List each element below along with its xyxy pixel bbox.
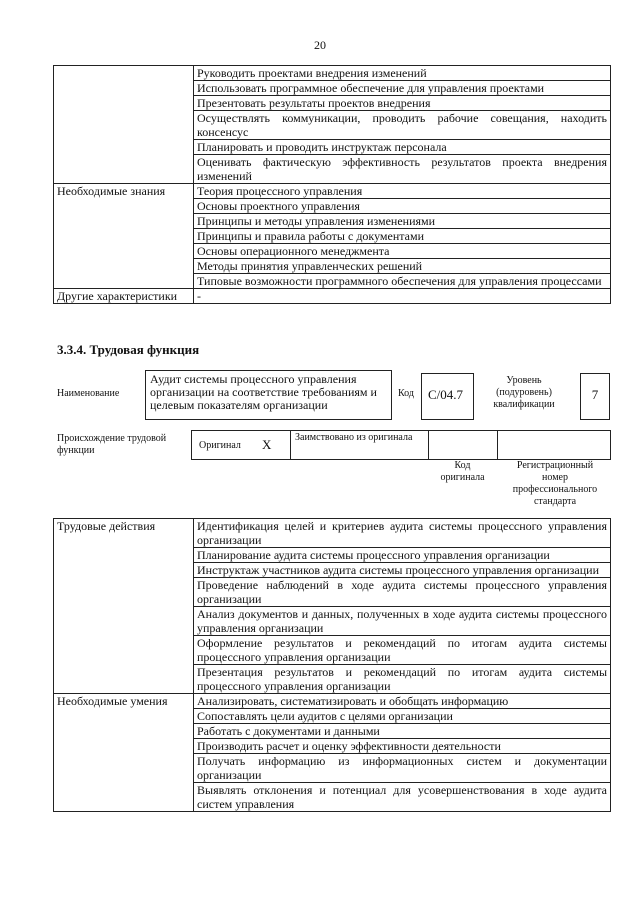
list-item: Планировать и проводить инструктаж персонала (194, 140, 611, 155)
row-label: Необходимые умения (54, 694, 194, 812)
list-item: Получать информацию из информационных систем и документации организации (194, 754, 611, 783)
list-item: Теория процессного управления (194, 184, 611, 199)
list-item: Анализировать, систематизировать и обобщать информацию (194, 694, 611, 709)
row-label: Необходимые знания (54, 184, 194, 289)
list-item: Оценивать фактическую эффективность результатов проекта внедрения изменений (194, 155, 611, 184)
list-item: Презентовать результаты проектов внедрения (194, 96, 611, 111)
divider (290, 430, 291, 460)
list-item: Принципы и правила работы с документами (194, 229, 611, 244)
list-item: Основы операционного менеджмента (194, 244, 611, 259)
list-item: Типовые возможности программного обеспечения для управления процессами (194, 274, 611, 289)
list-item: - (194, 289, 611, 304)
table-row (54, 66, 611, 81)
table-row (54, 184, 611, 199)
code-value: C/04.7 (428, 387, 464, 402)
list-item: Сопоставлять цели аудитов с целями организации (194, 709, 611, 724)
list-item: Презентация результатов и рекомендаций по итогам аудита системы процессного управления организации (194, 665, 611, 694)
row-label (54, 66, 194, 184)
original-mark: X (262, 437, 272, 452)
original-label: Оригинал (199, 440, 241, 451)
divider (428, 430, 429, 460)
reg-caption: Регистрационный номер профессионального стандарта (512, 460, 598, 507)
list-item: Производить расчет и оценку эффективности деятельности (194, 739, 611, 754)
list-item: Планирование аудита системы процессного управления организации (194, 548, 611, 563)
code-label: Код (398, 388, 414, 399)
level-label: Уровень (подуровень) квалификации (493, 375, 555, 410)
table-row (54, 289, 611, 304)
skills-knowledge-table (53, 65, 611, 304)
list-item: Инструктаж участников аудита системы процессного управления организации (194, 563, 611, 578)
list-item: Выявлять отклонения и потенциал для усовершенствования в ходе аудита систем управления (194, 783, 611, 812)
list-item: Анализ документов и данных, полученных в ходе аудита системы процессного управления организации (194, 607, 611, 636)
section-title: 3.3.4. Трудовая функция (57, 342, 200, 357)
page-number: 20 (314, 38, 326, 52)
code-value-box (421, 373, 474, 420)
origin-label: Происхождение трудовой функции (57, 433, 167, 456)
list-item: Осуществлять коммуникации, проводить рабочие совещания, находить консенсус (194, 111, 611, 140)
borrowed-label: Заимствовано из оригинала (295, 432, 413, 443)
list-item: Руководить проектами внедрения изменений (194, 66, 611, 81)
divider (497, 430, 498, 460)
level-value-box (580, 373, 610, 420)
list-item: Идентификация целей и критериев аудита системы процессного управления организации (194, 519, 611, 548)
row-label: Трудовые действия (54, 519, 194, 694)
name-value-box (145, 370, 392, 420)
table-row (54, 694, 611, 709)
list-item: Проведение наблюдений в ходе аудита системы процессного управления организации (194, 578, 611, 607)
labor-actions-table (53, 518, 611, 812)
list-item: Принципы и методы управления изменениями (194, 214, 611, 229)
level-value: 7 (591, 387, 599, 402)
list-item: Использовать программное обеспечение для управления проектами (194, 81, 611, 96)
list-item: Оформление результатов и рекомендаций по итогам аудита системы процессного управления организации (194, 636, 611, 665)
code-caption: Код оригинала (440, 460, 485, 483)
list-item: Методы принятия управленческих решений (194, 259, 611, 274)
list-item: Основы проектного управления (194, 199, 611, 214)
list-item: Работать с документами и данными (194, 724, 611, 739)
name-value: Аудит системы процессного управления организации на соответствие требованиям и целевым показателям организации (150, 372, 377, 412)
row-label: Другие характеристики (54, 289, 194, 304)
name-label: Наименование (57, 388, 120, 399)
table-row (54, 519, 611, 548)
